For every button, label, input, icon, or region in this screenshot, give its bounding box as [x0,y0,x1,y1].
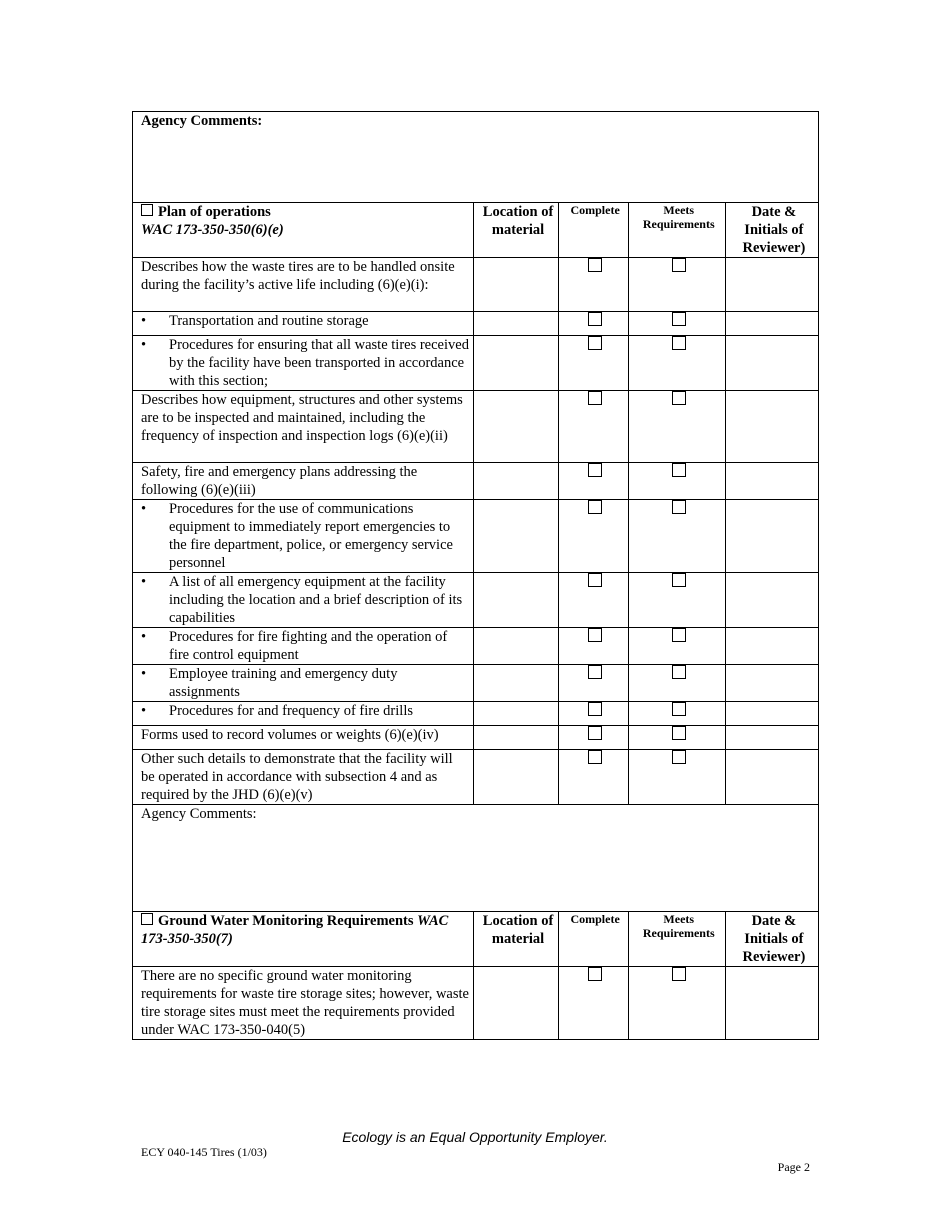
gw-section-title [133,912,474,967]
reviewer-cell[interactable] [725,573,818,628]
row-text: Describes how equipment, structures and other systems are to be inspected and maintained, including the frequency of inspection and inspection logs (6)(e)(ii) [133,391,474,463]
table-row [133,967,819,1040]
meets-checkbox[interactable] [672,665,686,679]
bullet-item-text: • A list of all emergency equipment at the facility including the location and a brief description of its capabilities [141,573,469,627]
bullet-item-text: • Procedures for fire fighting and the operation of fire control equipment [141,628,469,664]
row-text: There are no specific ground water monitoring requirements for waste tire storage sites; however, waste tire storage sites must meet the requirements provided under WAC 173-350-040(5) [133,967,474,1040]
table-row [133,573,819,628]
row-text: Forms used to record volumes or weights (6)(e)(iv) [133,726,474,750]
reviewer-cell[interactable] [725,463,818,500]
complete-checkbox[interactable] [588,463,602,477]
table-row [133,336,819,391]
location-cell[interactable] [474,500,558,573]
table-row [133,500,819,573]
meets-checkbox[interactable] [672,500,686,514]
location-cell[interactable] [474,573,558,628]
checklist-table [132,111,819,1040]
plan-section-title [133,203,474,258]
col-location-header: Location of material [474,912,558,967]
reviewer-cell[interactable] [725,500,818,573]
complete-checkbox[interactable] [588,967,602,981]
location-cell[interactable] [474,463,558,500]
agency-comments-mid-row [133,805,819,912]
row-text: Other such details to demonstrate that the facility will be operated in accordance with subsection 4 and as required by the JHD (6)(e)(v) [133,750,474,805]
reviewer-cell[interactable] [725,336,818,391]
location-cell[interactable] [474,750,558,805]
bullet-item-text: • Procedures for the use of communications equipment to immediately report emergencies to the fire department, police, or emergency service personnel [141,500,469,572]
gw-reference: WAC 173-350-350(7) [141,913,449,947]
complete-checkbox[interactable] [588,391,602,405]
table-row [133,312,819,336]
agency-comments-top-row [133,112,819,203]
bullet-item-text: • Employee training and emergency duty assignments [141,665,469,701]
reviewer-cell[interactable] [725,258,818,312]
plan-header-row [133,203,819,258]
meets-checkbox[interactable] [672,967,686,981]
col-date-header: Date & Initials of Reviewer) [725,203,818,258]
plan-title-text: Plan of operations [158,204,271,220]
bullet-item-text: • Procedures for ensuring that all waste tires received by the facility have been transported in accordance with this section; [141,336,469,390]
col-meets-header: Meets Requirements [628,203,725,258]
col-date-header: Date & Initials of Reviewer) [725,912,818,967]
meets-checkbox[interactable] [672,573,686,587]
meets-checkbox[interactable] [672,702,686,716]
reviewer-cell[interactable] [725,312,818,336]
plan-reference: WAC 173-350-350(6)(e) [141,222,284,238]
checkbox-icon[interactable] [141,913,153,925]
row-text: Describes how the waste tires are to be handled onsite during the facility’s active life including (6)(e)(i): [133,258,474,312]
reviewer-cell[interactable] [725,628,818,665]
table-row [133,463,819,500]
meets-checkbox[interactable] [672,336,686,350]
agency-comments-mid: Agency Comments: [133,805,819,912]
meets-checkbox[interactable] [672,628,686,642]
meets-checkbox[interactable] [672,726,686,740]
location-cell[interactable] [474,702,558,726]
complete-checkbox[interactable] [588,312,602,326]
checkbox-icon[interactable] [141,204,153,216]
col-complete-header: Complete [558,203,628,258]
table-row [133,726,819,750]
meets-checkbox[interactable] [672,391,686,405]
complete-checkbox[interactable] [588,665,602,679]
bullet-item-text: • Transportation and routine storage [141,312,469,330]
location-cell[interactable] [474,258,558,312]
complete-checkbox[interactable] [588,750,602,764]
table-row [133,628,819,665]
complete-checkbox[interactable] [588,628,602,642]
reviewer-cell[interactable] [725,702,818,726]
complete-checkbox[interactable] [588,702,602,716]
col-meets-header: Meets Requirements [628,912,725,967]
location-cell[interactable] [474,726,558,750]
reviewer-cell[interactable] [725,750,818,805]
footer-form-number: ECY 040-145 Tires (1/03) [141,1145,267,1159]
table-row [133,750,819,805]
footer-equal-opportunity: Ecology is an Equal Opportunity Employer. [342,1129,608,1145]
col-complete-header: Complete [558,912,628,967]
complete-checkbox[interactable] [588,336,602,350]
table-row [133,665,819,702]
reviewer-cell[interactable] [725,967,818,1040]
reviewer-cell[interactable] [725,665,818,702]
table-row [133,391,819,463]
reviewer-cell[interactable] [725,391,818,463]
complete-checkbox[interactable] [588,500,602,514]
complete-checkbox[interactable] [588,726,602,740]
meets-checkbox[interactable] [672,463,686,477]
gw-title-text: Ground Water Monitoring Requirements [158,913,414,929]
complete-checkbox[interactable] [588,573,602,587]
location-cell[interactable] [474,391,558,463]
meets-checkbox[interactable] [672,258,686,272]
reviewer-cell[interactable] [725,726,818,750]
meets-checkbox[interactable] [672,312,686,326]
table-row [133,702,819,726]
agency-comments-top: Agency Comments: [133,112,819,203]
location-cell[interactable] [474,665,558,702]
row-text: Safety, fire and emergency plans addressing the following (6)(e)(iii) [133,463,474,500]
table-row [133,258,819,312]
gw-header-row [133,912,819,967]
location-cell[interactable] [474,336,558,391]
location-cell[interactable] [474,312,558,336]
col-location-header: Location of material [474,203,558,258]
complete-checkbox[interactable] [588,258,602,272]
location-cell[interactable] [474,628,558,665]
meets-checkbox[interactable] [672,750,686,764]
location-cell[interactable] [474,967,558,1040]
footer-page-number: Page 2 [777,1160,810,1174]
bullet-item-text: • Procedures for and frequency of fire drills [141,702,469,720]
